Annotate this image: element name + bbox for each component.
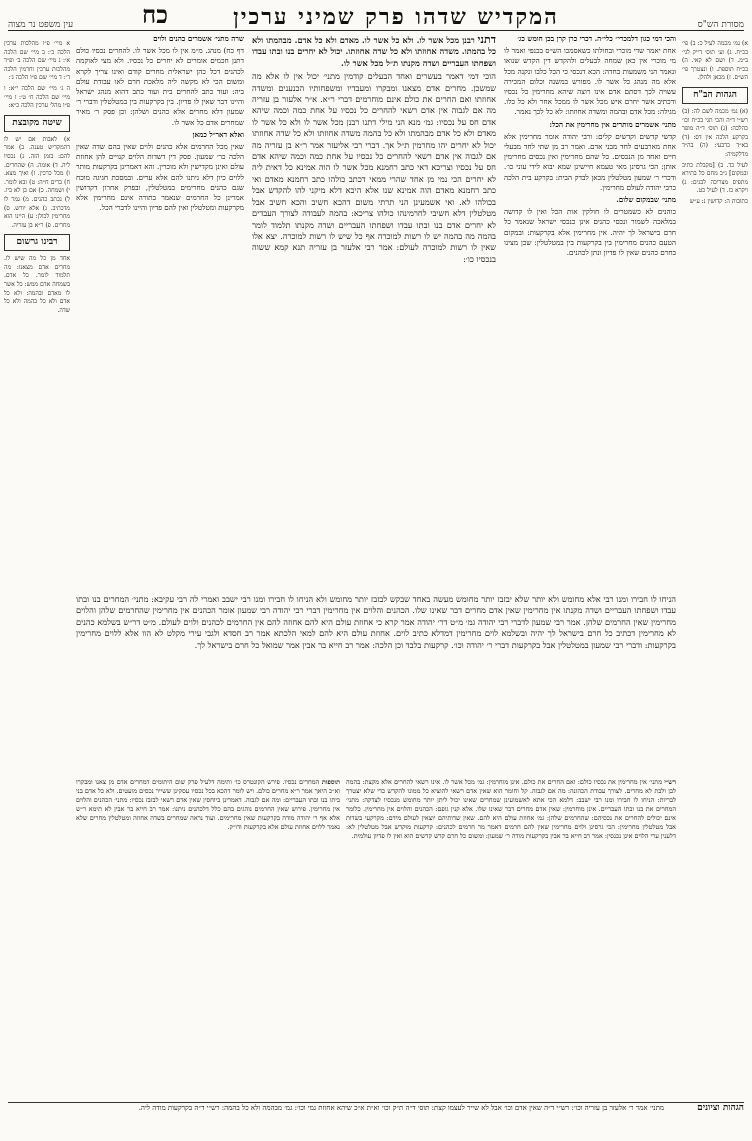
rashi-head-2: מתני׳ אשמרים מותרים אין מחרימין את הכל: xyxy=(549,119,676,129)
gemara-column xyxy=(252,34,496,589)
hagahot-habach-text: (א) גמ׳ מכמה לשם לה: (ב) רש״י ד״ה והכי תגי בכ״ח וכו׳ כהלכה: (ג) תוס׳ ד״ה מופר בקרקע הלכה אין דס: (ד) בא״ד כדבעי: (ה) בה״ד מדלקמיה: xyxy=(682,107,748,158)
gemara-text-2: הניחו לו חבירו ומנו רבי אלא מחומש ולא יותר שלא יבזבז יותר מחומש מעשה באחד שבקש לבזבז יותר מחומש ולא הניחו לו חבירו ומנו רבי ישבב ואמרי לה רבי עקיבא: מתני׳ המחרים בנו ובתו עבדו ושפחתו העבריים ושדה מקנתו אין מחרימין שאין אדם מחרים דבר שאינו שלו. הכהנים והלוים אין מחרימין דברי רבי יהודה רבי שמעון אומר הכהנים אין מחרימין שהחרמים שלהן והלוים מחרימין שאין החרמים שלהן. אמר רבי שמעון לדברי רבי יהודה גמ׳ מ״ט דר׳ יהודה אמר קרא כי אחוזת עולם היא להם אחוזה להם אין החרמים לכהנים ולוים לעולם. מ״ט דר״ש בשלמא כהנים לא מחרימין דכתיב כל חרם בישראל לך יהיה ובשלמא לוים מחרימין דמדלא כתיב לוים. אחוזת עולם היא להם למאי הלכתא אמר רב חסדא ולגבי עירי מקלט לא הוו אלא ללוים מחרימין בקרקעות: ודברי רבי שמעון במטלטלין אבל בקרקעות דברי ר׳ יהודה וכו׳. קרקעות בלבד וכן הלכה: אמר רב חייא בר אבין אמר שמואל כל חרם בישראל לך. xyxy=(76,594,676,650)
right-margin-column xyxy=(682,40,748,1100)
gemara-text: הוכי דמי דאמר בעשרים ואחד הבעלים קודמין מתני׳ יכול אין לו אלא מה שמשכן. מחרים אדם מצאנו ומבקרו ומעבדיו ומשפחותיו הכנענים ומשדה אחוזתו ואם החרים את כולם אינם מוחרמים דברי ר״א. א״ר אלעזר בן עזריה מה אם לגבוה אין אדם רשאי להחרים כל נכסיו על אחת כמה וכמה שיהא אדם חס על נכסיו: גמ׳ מנא הני מילי דתנו רבנן מכל אשר לו ולא כל אשר לו מאדם ולא כל אדם מבהמתו ולא כל בהמה משדה אחוזתו ולא כל שדה אחוזתו יכול לא יחרים יהו מחרמין ת״ל אך. דברי רבי אליעזר אמר ר״א בן עזריה מה אם לגבוה אין אדם רשאי להחרים כל נכסיו על אחת כמה וכמה שיהא אדם חס על נכסיו וצריכא דאי כתב רחמנא מכל אשר לו הוה אמינא כל דאית ליה לא יחרים הכי נמי מן אחד שהרי ממאי דכתב כולהו כתב רחמנא מאדם ואי כתב רחמנא מאדם הוה אמינא שנו אלא היכא דלא מיקני להו להקדש אבל בכולהו לא. ואי אשמעינן הני תרתי משום דהכא חשיב והכא חשיב אבל מטלטלין דלא חשיבי לחרמינהו כולהו צריכא: בהמה לעבודה לצורך העבדים לא יחרים אדם בנו ובתו עבדו ושפחתו העבריים ושדה מקנתו תלמוד לומר בהמה מה בהמה יש לו רשות למוכרה אף כל שיש לו רשות למוכרה. יצא אלו שאין לו רשות למוכרה לעולם: אמר רבי אלעזר בן עזריה תנא קמא ששוה בנכסיו כו׳: xyxy=(252,71,496,264)
rashi-text-3: כוהנים לא כשמטרים לו חולקין אות הכל ואין לו קדושה במלאכה לשמור ונכסי כהנים אינן כנכסי ישראל שנאמר כל חרם בישראל לך יהיה. אין מחרימין אלא בקרקעות: ובמקום הטעם כהנים מחרימין בין בקרקעות בין במטלטלין: שכן מצינו בחרם כהנים שאין לו פדיון ונתן לכהנים. xyxy=(504,207,676,258)
masoret-text-mid: לעיל כד. ב) [מקבלת כתיב ובמקום] נ״ב מחם כל בתירא מתפיס מצריכה לבנים: ג) ויקרא כז. ד) לעיל כט. xyxy=(682,161,748,195)
rashi-head-3: מתני׳ שבמקום שלום. xyxy=(616,195,676,205)
tosafot-column xyxy=(76,34,244,589)
page-title: המקדיש שדהו פרק שמיני ערכין xyxy=(233,4,559,30)
ein-mishpat-label: עין משפט נר מצוה xyxy=(8,20,74,30)
tosafot-lower-heading: תוספות xyxy=(321,778,340,786)
rabbeinu-gershom-text: אחד מן כל מה שיש לו. מחרים אדם מצאנו: מה תלמוד לומר. כל אדם. בשמחה אדם ממש: כל אשר לו מאדם ובהמה: ולא כל אדם ולא כל בהמה ולא כל שדה. xyxy=(4,255,70,314)
tosafot-head: שרה מתני׳ אשמרים כהנים ולוים xyxy=(153,34,244,43)
page-footer xyxy=(8,1102,744,1139)
rashi-lower-text: מתני׳ אין מחרימין את נכסיו כולם: ואם החרים את כולם. אינן מוחרמין: גמ׳ מכל אשר לו. אינו רשאי להחרים אלא מקצת: בהמה לבן ולבת לא מחרים. לצורך עבודת הכהונה: מה אם לגבוה. קל וחומר הוא שאין אדם רשאי להוציא כל ממונו להקדש כדי שלא יצטרך לבריות: הניחו לו חבירו ומנו רבי ישבב: דלמא הכי אתא לאשמועינן שמחרים שאינו יכול ליתן יותר מחומש מנכסיו לצדקה: מתני׳ המחרים את בנו ובתו העבריים. אינן מוחרמין: שאין אדם מחרים דבר שאינו שלו. אלא קנין גופם: הכהנים והלוים אין מחרימין. כלומר אינם יכולים להחרים את נכסיהם: שהחרמים שלהן: גמ׳ אחוזת עולם היא להם. שאין שדותיהם יוצאין לעולם מידם: מקרקעי בשדות אבל מטלטלין מחרימין: הכי גרסינן ולוים מחרימין שאין להם חרמים דאמר מר חרמים לכהנים: קרקעות מוקדש אבל מטלטלין לא: דלענין ערי הלוים אינן נכנסין: אמר רב חייא בר אבין בקרקעות מודה ר׳ שמעון: ומשום כל חרם קדש קדשים הוא ואין לו פדיון עולמית. xyxy=(346,778,676,840)
hagahot-habach-heading: הגהות הב"ח xyxy=(682,87,748,104)
rashi-text-2: קדשי קדשים וקדשים קלים: ורבי יהודה אומר מחרימין אלא אחת מארבעים לחד מבני אדם. ואמר רב מן שתי לחד מבעלי חיים ואחד מן הנכסים. כל שהם מחרימין ואין נכסים מחרימין אותן: הכי גרסינן מאי טעמא חיישינן שמא יבוא לידי עוני כו׳. ודכרי ר׳ שמעון מטלטלין מכאן לבדק הבית: בקרקע בית הלכה כרבי יהודה לעולם מחרימין. xyxy=(504,131,676,192)
tosafot-text: דף כח) מנהג. מ״מ אין לו מכל אשר לו. להחרים נכסיו כולם דתנן חכמים אומרים לא יחרים כל נכסיו. ולא מצי לאוקמה לכהנים דכל כהן ישראלית מחרים קודם ואינו צריך לקרא ומשום הכי לא מקשה ליה מלאכת חרם לאו עבודת עולם ביה: ועוד כתב להחרים בית ועוד כתב דהוא מנהג ישראל והיינו דבר שאין לו פדיון. בין בקרקעות בין במטלטלין ודברי ר׳ שמעון דלא מחרים אלא כהנים ושלהן: וכן פסק ר׳ מאיר שמחרים אדם כל אשר לו. xyxy=(76,46,244,127)
gemara-continuation xyxy=(76,594,676,772)
tosafot-text-2: שאין מכל החרמים אלא כהנים ולוים שאין בהם שדה שאין הלכה כר׳ שמעון. פסק דין דשדות הלוים קנויים להן אחוזת עולם ואינן מקדישין ולא מוכרין. והא דאמרינן בקרקעות מותר ללוים כיון דלא ניתנו להם אלא ערים. ובמסכת חגיגה מוכח שגם כהנים מחרימים במטלטלין, ובפרק אחרון דקדושין אמרינן כל החרמים שנאמר בתורה אינם מחרימין אלא מקרקעות ומטלטלין ואין להם פדיון והיינו לדברי הכל. xyxy=(76,142,244,213)
tosafot-head-2: ואלא דאר״ל כמאן xyxy=(192,129,244,139)
rashi-lower-heading: רש״י xyxy=(664,778,676,786)
masoret-text: א) גמ׳ מכמה לעיל כ: ב) פי׳ בכ״ח. ג) וע׳ תוס׳ דייק לגי׳ ב״מ. ד) ושם לא קאי. ה) בכ״ח תוספת. ו) ונצטרך פי׳ הש״ס. ז) מכאן ולהלן. xyxy=(682,40,748,82)
shita-mekubetzet-heading: שיטה מקובצת xyxy=(4,115,70,132)
masoret-label: מסורת הש"ס xyxy=(697,20,744,30)
masoret-bottom-ref: כתובות ה: קדושין נ: ע״ש xyxy=(689,197,748,205)
rashi-text: אחת יאמר שדי מוכרי ובחולתו כשאסמכו הש״ס בכנפי ואמר לו מי מוכרי אין כאן שמחה לבעלים ולהקדש דין הקדש שנואו ונאמר הני משמעות בחדה: הכא דנכסי כי הכל כלבו ונקנה מכל אלא מה מנהג כל אשר לו. מפורש במשנה וכלום המכירה עשויה לכך דסתם אדם אינו רוצה שיהא מחרימין כל נכסיו ודכתיב אשר יחרם איש מכל אשר לו ממכל אחר ולא כל כלו. מגילה: מכל אדם ובהמה ומשדה אחוזתו: לא כל לכך נאמר. xyxy=(504,46,676,117)
rabbeinu-gershom-heading: רבינו גרשום xyxy=(4,234,70,251)
page-header xyxy=(8,0,744,31)
mishnah-opening-word: דתני xyxy=(477,34,496,46)
mishnah-opening-text: רבנן מכל אשר לו. ולא כל אשר לו. מאדם ולא כל אדם. מבהמתו ולא כל בהמתו. משדה אחוזתו ולא כל שדה אחוזתו. יכול לא יחרים בנו ובתו עבדו ושפחתו העבריים ושדה מקנתו ת״ל מכל אשר לו. xyxy=(252,35,496,68)
footer-text: מתני׳ אמר ר׳ אלעזר בן עזריה וכו׳: רש״י ד״ה שאין אדם וכו׳ אבל לא שייר לעצמו קצת: תוס׳ ד״ה ת״ק וכו׳ וא״ת א״כ שיהא אחוזת נמי וכו׳: גמ׳ מבהמה ולא כל בהמה: רש״י ד״ה בקרקעות מודה ליה. xyxy=(138,1104,664,1112)
tosafot-lower-text: המחרים נכסיו. פירש הקונטרס כו׳ ותימה דלעיל פרק שום היתומים דמחרים אדם מן צאנו ומבקרו וא״כ היאך אמר ר״א מחרים כולם. ויש לומר דהכא בכל נכסיו עסקינן ששייר נכסים מועטים. ולא כל אדם בני ביתו בנו ובתו העבריים: ומה אם לגבוה. דאמרינן ביוחסין שאין אדם רשאי לבזבז נכסיו: מתני׳ הכהנים והלוים אין מחרימין. פירוש שאין החרמים נוהגים בהם כלל דלכהנים ניתנו: אמר רב חייא בר אבין לא תימא ר״ש אלא אף ר׳ יהודה מודה בקרקעות שאין מחרימים. ועוד נראה שמחרים בשדה אחוזה ומטלטלין מחרים שלא נאמר ללוים אחוזת עולם אלא בקרקעות ודו״ק. xyxy=(76,778,340,831)
rashi-lower-column xyxy=(346,778,676,1096)
rashi-column xyxy=(504,34,676,589)
footer-heading: הגהות וציונים xyxy=(697,1103,744,1113)
left-margin-column xyxy=(4,40,70,1100)
ein-mishpat-text-mid: ה ג׳ מיי׳ שם הלכה י״א: ו מיי׳ שם הלכה ח׳ ט׳: ז מיי׳ פ״ו מהל׳ ערכין הלכה כ״א: xyxy=(4,84,70,110)
page-number: כח xyxy=(142,0,168,29)
shita-mekubetzet-text: א) לאבות אם יש לו דהמקדיש טענה. ב) אמר להם: בזמן הזה. ג) נכסיו ליה. ד) אומה. ה) שהחרים. ו) מכל כרכין. ז) ואיך מצא. ח) ברים ח״ה: ט) ובא לומר. י) ושמחה. כ) אם כן לא ביו. ל) נכתב כהנים. מ) גמר לו מדכתיב. נ) אלא יורש. ס) מחרימין לכולן: ע) היינו הוא מחרים. פ) ר״א בן עזריה. xyxy=(4,135,70,229)
ein-mishpat-text: א מיי׳ פ״ו מהלכות ערכין הלכה כ׳: ב מיי׳ שם הלכה א׳: ג מיי׳ שם הלכה ב׳ ופ״ד מהלכות ערכין וחרמין הלכה ד׳: ד מיי׳ שם פ״ו הלכה ג׳: xyxy=(4,40,70,82)
rashi-intro: והכי דמי כגון דלמכרי״ כלי״ה. דכרי כרן קרן בכן חומש כג׳ xyxy=(517,34,676,43)
tosafot-lower-column xyxy=(76,778,340,1096)
